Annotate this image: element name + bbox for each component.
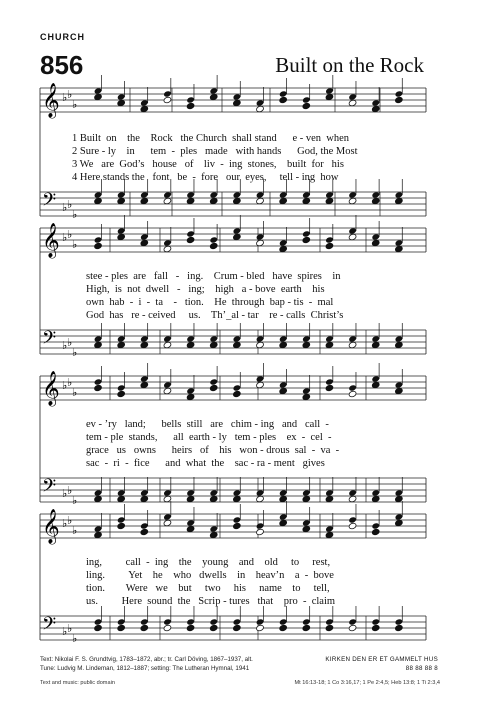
note-head — [279, 96, 288, 103]
note-head — [233, 335, 242, 342]
note-head — [163, 381, 172, 388]
lyric-line: High, is not dwell - ing; high a - bove earth his — [86, 284, 325, 295]
note-head — [325, 378, 334, 385]
lyric-line: ev - ’ry land; bells still are chim - ing and call - — [86, 419, 329, 430]
note-head — [94, 242, 103, 249]
flat-sign: ♭ — [62, 487, 68, 500]
note-head — [140, 335, 149, 342]
note-head — [395, 341, 404, 348]
note-head — [256, 495, 265, 502]
note-head — [163, 489, 172, 496]
note-head — [186, 341, 195, 348]
note-head — [209, 525, 218, 532]
note-head — [186, 489, 195, 496]
note-head — [279, 191, 288, 198]
note-head — [117, 197, 126, 204]
note-head — [371, 191, 380, 198]
note-head — [256, 381, 265, 388]
note-head — [186, 197, 195, 204]
note-head — [371, 233, 380, 240]
note-head — [163, 239, 172, 246]
note-head — [163, 197, 172, 204]
note-head — [256, 624, 265, 631]
note-head — [186, 624, 195, 631]
flat-sign: ♭ — [72, 208, 78, 221]
note-head — [186, 102, 195, 109]
note-head — [348, 93, 357, 100]
bass-clef: 𝄢 — [42, 190, 57, 215]
note-head — [94, 341, 103, 348]
note-head — [302, 335, 311, 342]
note-head — [371, 624, 380, 631]
note-head — [140, 239, 149, 246]
note-head — [186, 236, 195, 243]
tune-credit: Tune: Ludvig M. Lindeman, 1812–1887; setting: The Lutheran Hymnal, 1941 — [40, 665, 250, 672]
note-head — [348, 233, 357, 240]
note-head — [325, 495, 334, 502]
note-head — [302, 618, 311, 625]
note-head — [163, 90, 172, 97]
note-head — [186, 525, 195, 532]
note-head — [163, 519, 172, 526]
note-head — [186, 230, 195, 237]
note-head — [348, 618, 357, 625]
flat-sign: ♭ — [67, 514, 73, 527]
note-head — [233, 93, 242, 100]
note-head — [302, 393, 311, 400]
note-head — [348, 341, 357, 348]
note-head — [395, 519, 404, 526]
lyric-line: grace us owns heirs of his won - drous sal - va - — [86, 445, 340, 456]
note-head — [348, 335, 357, 342]
flat-sign: ♭ — [72, 632, 78, 645]
note-head — [94, 495, 103, 502]
note-head — [209, 378, 218, 385]
note-head — [256, 528, 265, 535]
note-head — [140, 489, 149, 496]
note-head — [302, 236, 311, 243]
note-head — [117, 99, 126, 106]
note-head — [186, 495, 195, 502]
lyric-line: 4 Here stands the font be - fore our eyes, tell - ing how — [72, 172, 339, 183]
flat-sign: ♭ — [62, 517, 68, 530]
bass-clef: 𝄢 — [42, 476, 57, 501]
note-head — [94, 378, 103, 385]
note-head — [117, 384, 126, 391]
note-head — [117, 495, 126, 502]
note-head — [233, 516, 242, 523]
note-head — [233, 495, 242, 502]
note-head — [325, 489, 334, 496]
flat-sign: ♭ — [62, 379, 68, 392]
note-head — [279, 624, 288, 631]
note-head — [256, 375, 265, 382]
note-head — [256, 341, 265, 348]
note-head — [117, 227, 126, 234]
note-head — [94, 197, 103, 204]
note-head — [371, 375, 380, 382]
note-head — [395, 191, 404, 198]
note-head — [163, 245, 172, 252]
note-head — [325, 341, 334, 348]
note-head — [395, 387, 404, 394]
note-head — [371, 197, 380, 204]
scripture-refs: Mt 16:13-18; 1 Co 3:16,17; 1 Pe 2:4,5; Heb 13:8; 1 Ti 2:3,4 — [294, 680, 440, 686]
note-head — [94, 384, 103, 391]
note-head — [279, 239, 288, 246]
note-head — [117, 233, 126, 240]
note-head — [94, 236, 103, 243]
note-head — [256, 233, 265, 240]
note-head — [371, 105, 380, 112]
note-head — [325, 242, 334, 249]
note-head — [233, 390, 242, 397]
note-head — [371, 522, 380, 529]
flat-sign: ♭ — [62, 91, 68, 104]
note-head — [140, 197, 149, 204]
flat-sign: ♭ — [62, 625, 68, 638]
flat-sign: ♭ — [67, 198, 73, 211]
note-head — [325, 618, 334, 625]
note-head — [117, 618, 126, 625]
note-head — [348, 191, 357, 198]
note-head — [395, 381, 404, 388]
note-head — [163, 624, 172, 631]
note-head — [395, 96, 404, 103]
note-head — [140, 375, 149, 382]
note-head — [140, 105, 149, 112]
note-head — [279, 197, 288, 204]
note-head — [371, 239, 380, 246]
note-head — [117, 390, 126, 397]
note-head — [325, 93, 334, 100]
flat-sign: ♭ — [67, 228, 73, 241]
note-head — [348, 227, 357, 234]
note-head — [117, 335, 126, 342]
flat-sign: ♭ — [72, 524, 78, 537]
note-head — [348, 384, 357, 391]
lyric-line: tion. Were we but two his name to tell, — [86, 583, 330, 594]
note-head — [233, 384, 242, 391]
note-head — [279, 245, 288, 252]
note-head — [117, 341, 126, 348]
credits — [40, 655, 253, 673]
note-head — [140, 618, 149, 625]
note-head — [395, 239, 404, 246]
note-head — [279, 381, 288, 388]
tune-info — [325, 655, 438, 673]
note-head — [233, 233, 242, 240]
note-head — [371, 99, 380, 106]
flat-sign: ♭ — [62, 231, 68, 244]
note-head — [94, 191, 103, 198]
note-head — [233, 227, 242, 234]
note-head — [233, 341, 242, 348]
lyric-line: 3 We are God’s house of liv - ing stones, built for his — [72, 159, 344, 170]
note-head — [209, 531, 218, 538]
note-head — [395, 513, 404, 520]
note-head — [209, 242, 218, 249]
note-head — [256, 191, 265, 198]
note-head — [371, 341, 380, 348]
bass-clef: 𝄢 — [42, 328, 57, 353]
note-head — [371, 489, 380, 496]
note-head — [140, 341, 149, 348]
note-head — [302, 191, 311, 198]
note-head — [163, 387, 172, 394]
flat-sign: ♭ — [67, 622, 73, 635]
note-head — [233, 489, 242, 496]
rights-notice: Text and music: public domain — [40, 680, 115, 686]
treble-clef: 𝄞 — [42, 83, 60, 118]
section-label: CHURCH — [40, 32, 85, 42]
note-head — [371, 618, 380, 625]
note-head — [209, 384, 218, 391]
lyric-line: us. Here sound the Scrip - tures that pro - claim — [86, 596, 336, 607]
note-head — [371, 335, 380, 342]
lyric-line: God has re - ceived us. Th’_al - tar re - calls Christ’s — [86, 310, 344, 321]
note-head — [186, 191, 195, 198]
note-head — [325, 236, 334, 243]
flat-sign: ♭ — [67, 376, 73, 389]
note-head — [279, 618, 288, 625]
note-head — [209, 93, 218, 100]
treble-clef: 𝄞 — [42, 371, 60, 406]
note-head — [117, 489, 126, 496]
hymn-number: 856 — [40, 50, 84, 80]
note-head — [117, 624, 126, 631]
lyric-line: tem - ple stands, all earth - ly tem - ples ex - cel - — [86, 432, 332, 443]
note-head — [117, 93, 126, 100]
note-head — [279, 519, 288, 526]
note-head — [186, 618, 195, 625]
flat-sign: ♭ — [72, 386, 78, 399]
note-head — [140, 522, 149, 529]
lyric-line: ling. Yet he who dwells in heav’n a - bove — [86, 570, 334, 581]
lyric-line: own hab - i - ta - tion. He through bap - tis - mal — [86, 297, 334, 308]
note-head — [279, 387, 288, 394]
note-head — [279, 513, 288, 520]
note-head — [209, 197, 218, 204]
note-head — [325, 384, 334, 391]
note-head — [256, 522, 265, 529]
note-head — [163, 341, 172, 348]
lyric-line: 2 Sure - ly in tem - ples made with hands God, the Most — [72, 146, 358, 157]
lyric-line: sac - ri - fice and what the sac - ra - ment gives — [86, 458, 325, 469]
note-head — [395, 335, 404, 342]
note-head — [117, 516, 126, 523]
note-head — [371, 528, 380, 535]
note-head — [279, 489, 288, 496]
note-head — [163, 618, 172, 625]
note-head — [348, 197, 357, 204]
note-head — [395, 624, 404, 631]
note-head — [94, 335, 103, 342]
note-head — [94, 489, 103, 496]
note-head — [94, 531, 103, 538]
note-head — [348, 495, 357, 502]
note-head — [325, 624, 334, 631]
note-head — [256, 197, 265, 204]
note-head — [140, 233, 149, 240]
note-head — [395, 90, 404, 97]
note-head — [140, 528, 149, 535]
note-head — [302, 624, 311, 631]
note-head — [325, 191, 334, 198]
note-head — [256, 618, 265, 625]
note-head — [209, 335, 218, 342]
note-head — [302, 197, 311, 204]
note-head — [371, 495, 380, 502]
note-head — [94, 618, 103, 625]
note-head — [302, 495, 311, 502]
note-head — [209, 489, 218, 496]
note-head — [279, 335, 288, 342]
note-head — [186, 519, 195, 526]
note-head — [348, 522, 357, 529]
note-head — [348, 516, 357, 523]
note-head — [209, 495, 218, 502]
note-head — [186, 387, 195, 394]
note-head — [371, 381, 380, 388]
note-head — [395, 245, 404, 252]
note-head — [302, 489, 311, 496]
note-head — [140, 624, 149, 631]
lyric-line: stee - ples are fall - ing. Crum - bled have spires in — [86, 271, 341, 282]
flat-sign: ♭ — [62, 201, 68, 214]
note-head — [94, 93, 103, 100]
tune-name: KIRKEN DEN ER ET GAMMELT HUS — [325, 656, 438, 663]
note-head — [163, 513, 172, 520]
note-head — [186, 335, 195, 342]
note-head — [302, 102, 311, 109]
note-head — [186, 393, 195, 400]
note-head — [209, 236, 218, 243]
note-head — [163, 495, 172, 502]
flat-sign: ♭ — [67, 484, 73, 497]
note-head — [209, 618, 218, 625]
note-head — [256, 239, 265, 246]
flat-sign: ♭ — [67, 336, 73, 349]
note-head — [279, 495, 288, 502]
note-head — [94, 525, 103, 532]
note-head — [256, 99, 265, 106]
note-head — [163, 335, 172, 342]
hymn-title: Built on the Rock — [275, 53, 424, 77]
note-head — [233, 197, 242, 204]
note-head — [348, 624, 357, 631]
flat-sign: ♭ — [72, 494, 78, 507]
note-head — [140, 99, 149, 106]
note-head — [233, 99, 242, 106]
note-head — [233, 522, 242, 529]
note-head — [256, 335, 265, 342]
treble-clef: 𝄞 — [42, 223, 60, 258]
note-head — [302, 341, 311, 348]
note-head — [325, 335, 334, 342]
note-head — [163, 191, 172, 198]
note-head — [395, 489, 404, 496]
note-head — [395, 197, 404, 204]
note-head — [348, 489, 357, 496]
note-head — [163, 96, 172, 103]
note-head — [302, 525, 311, 532]
note-head — [209, 87, 218, 94]
bass-clef: 𝄢 — [42, 614, 57, 639]
flat-sign: ♭ — [72, 346, 78, 359]
note-head — [209, 341, 218, 348]
note-head — [348, 390, 357, 397]
note-head — [256, 105, 265, 112]
note-head — [302, 230, 311, 237]
flat-sign: ♭ — [72, 238, 78, 251]
note-head — [94, 624, 103, 631]
note-head — [186, 96, 195, 103]
note-head — [395, 495, 404, 502]
note-head — [94, 87, 103, 94]
lyric-line: 1 Built on the Rock the Church shall stand e - ven when — [72, 133, 350, 144]
note-head — [117, 191, 126, 198]
note-head — [302, 96, 311, 103]
lyric-line: ing, call - ing the young and old to rest, — [86, 557, 331, 568]
text-credit: Text: Nikolai F. S. Grundtvig, 1783–1872, abr.; tr. Carl Döving, 1867–1937, alt. — [40, 656, 253, 663]
note-head — [348, 99, 357, 106]
note-head — [209, 191, 218, 198]
note-head — [325, 197, 334, 204]
note-head — [117, 522, 126, 529]
note-head — [279, 341, 288, 348]
note-head — [325, 531, 334, 538]
note-head — [325, 525, 334, 532]
note-head — [395, 618, 404, 625]
note-head — [279, 90, 288, 97]
note-head — [302, 387, 311, 394]
flat-sign: ♭ — [67, 88, 73, 101]
note-head — [325, 87, 334, 94]
treble-clef: 𝄞 — [42, 509, 60, 544]
note-head — [140, 495, 149, 502]
note-head — [302, 519, 311, 526]
note-head — [140, 191, 149, 198]
note-head — [140, 381, 149, 388]
note-head — [209, 624, 218, 631]
meter: 88 88 88 8 — [405, 665, 438, 672]
flat-sign: ♭ — [72, 98, 78, 111]
flat-sign: ♭ — [62, 339, 68, 352]
note-head — [233, 618, 242, 625]
note-head — [233, 624, 242, 631]
note-head — [256, 489, 265, 496]
note-head — [233, 191, 242, 198]
